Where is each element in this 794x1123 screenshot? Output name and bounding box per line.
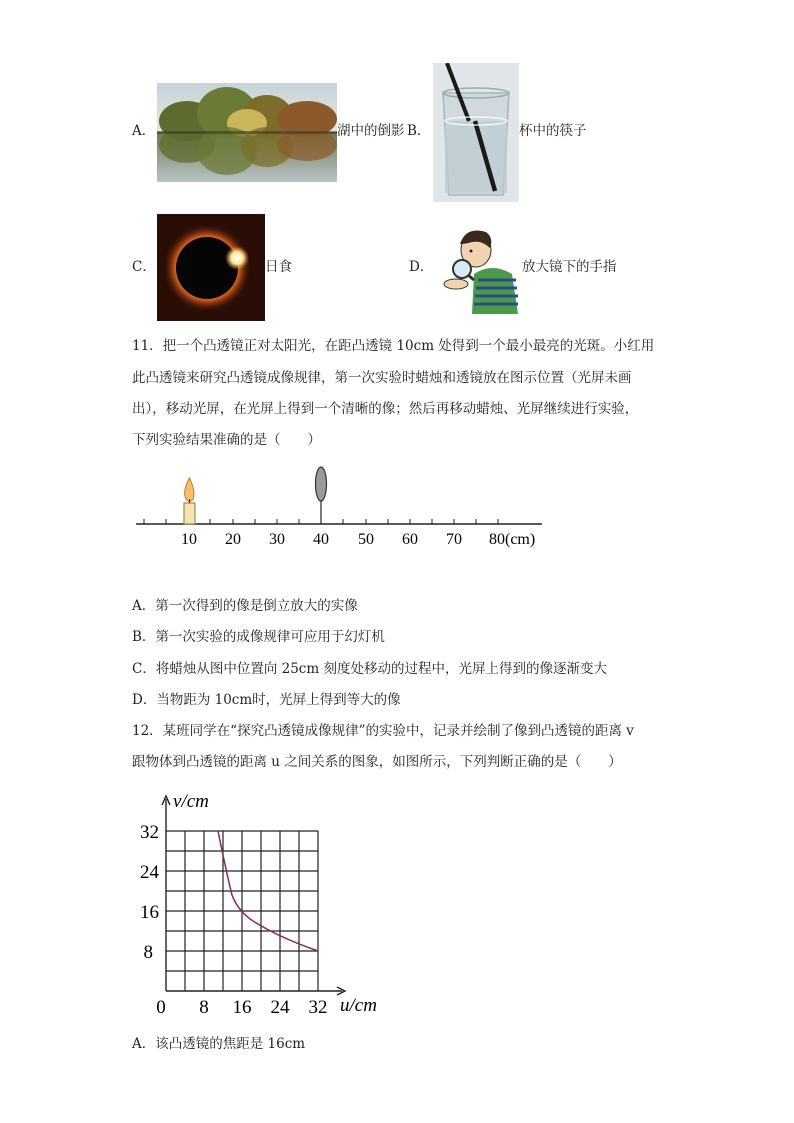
y-tick-24: 24 <box>140 862 159 883</box>
y-tick-8: 8 <box>143 942 153 963</box>
q11-option-b: B．第一次实验的成像规律可应用于幻灯机 <box>132 629 385 645</box>
option-c-letter: C． <box>132 259 156 275</box>
chopstick-in-glass-image <box>433 63 519 202</box>
convex-lens <box>316 467 327 524</box>
optical-bench-diagram <box>130 462 550 556</box>
x-tick-0: 0 <box>156 997 166 1018</box>
y-tick-16: 16 <box>140 902 159 923</box>
y-tick-32: 32 <box>140 822 159 843</box>
option-b-letter: B． <box>407 123 431 139</box>
tick-label-80cm: 80(cm) <box>489 531 536 548</box>
q12-stem-line-2: 跟物体到凸透镜的距离 u 之间关系的图象，如图所示，下列判断正确的是（ ） <box>132 754 622 770</box>
tick-label-60: 60 <box>402 531 418 548</box>
q11-stem-line-3: 出），移动光屏，在光屏上得到一个清晰的像；然后再移动蜡烛、光屏继续进行实验， <box>132 401 639 417</box>
x-tick-32: 32 <box>308 997 328 1018</box>
tick-label-30: 30 <box>269 531 285 548</box>
x-tick-24: 24 <box>270 997 290 1018</box>
solar-eclipse-image <box>157 214 265 321</box>
x-tick-16: 16 <box>232 997 252 1018</box>
tick-label-50: 50 <box>358 531 374 548</box>
q12-option-a: A．该凸透镜的焦距是 16cm <box>132 1036 306 1052</box>
y-axis-label: v/cm <box>173 791 209 812</box>
lake-reflection-image <box>157 83 337 182</box>
q11-option-a: A．第一次得到的像是倒立放大的实像 <box>132 598 358 614</box>
q11-option-c: C．将蜡烛从图中位置向 25cm 刻度处移动的过程中，光屏上得到的像逐渐变大 <box>132 661 607 677</box>
option-b-caption: 杯中的筷子 <box>519 123 587 139</box>
v-u-graph <box>128 785 390 1020</box>
q12-stem-line-1: 12．某班同学在“探究凸透镜成像规律”的实验中，记录并绘制了像到凸透镜的距离 v <box>132 723 634 739</box>
option-d-caption: 放大镜下的手指 <box>522 259 617 275</box>
x-tick-8: 8 <box>199 997 209 1018</box>
q11-stem-line-4: 下列实验结果准确的是（ ） <box>132 432 321 448</box>
magnifier-boy-image <box>436 222 520 314</box>
tick-label-40: 40 <box>313 531 329 548</box>
option-a-caption: 湖中的倒影 <box>337 123 405 139</box>
q11-stem-line-2: 此凸透镜来研究凸透镜成像规律，第一次实验时蜡烛和透镜放在图示位置（光屏未画 <box>132 370 632 386</box>
tick-label-10: 10 <box>181 531 197 548</box>
tick-label-70: 70 <box>446 531 462 548</box>
q11-option-d: D．当物距为 10cm时，光屏上得到等大的像 <box>132 692 401 708</box>
x-axis-label: u/cm <box>340 995 377 1016</box>
option-d-letter: D． <box>409 259 434 275</box>
candle <box>184 478 195 524</box>
q11-stem-line-1: 11．把一个凸透镜正对太阳光，在距凸透镜 10cm 处得到一个最小最亮的光斑。小红用 <box>132 338 655 354</box>
option-a-letter: A． <box>132 123 156 139</box>
tick-label-20: 20 <box>225 531 241 548</box>
option-c-caption: 日食 <box>265 259 292 275</box>
